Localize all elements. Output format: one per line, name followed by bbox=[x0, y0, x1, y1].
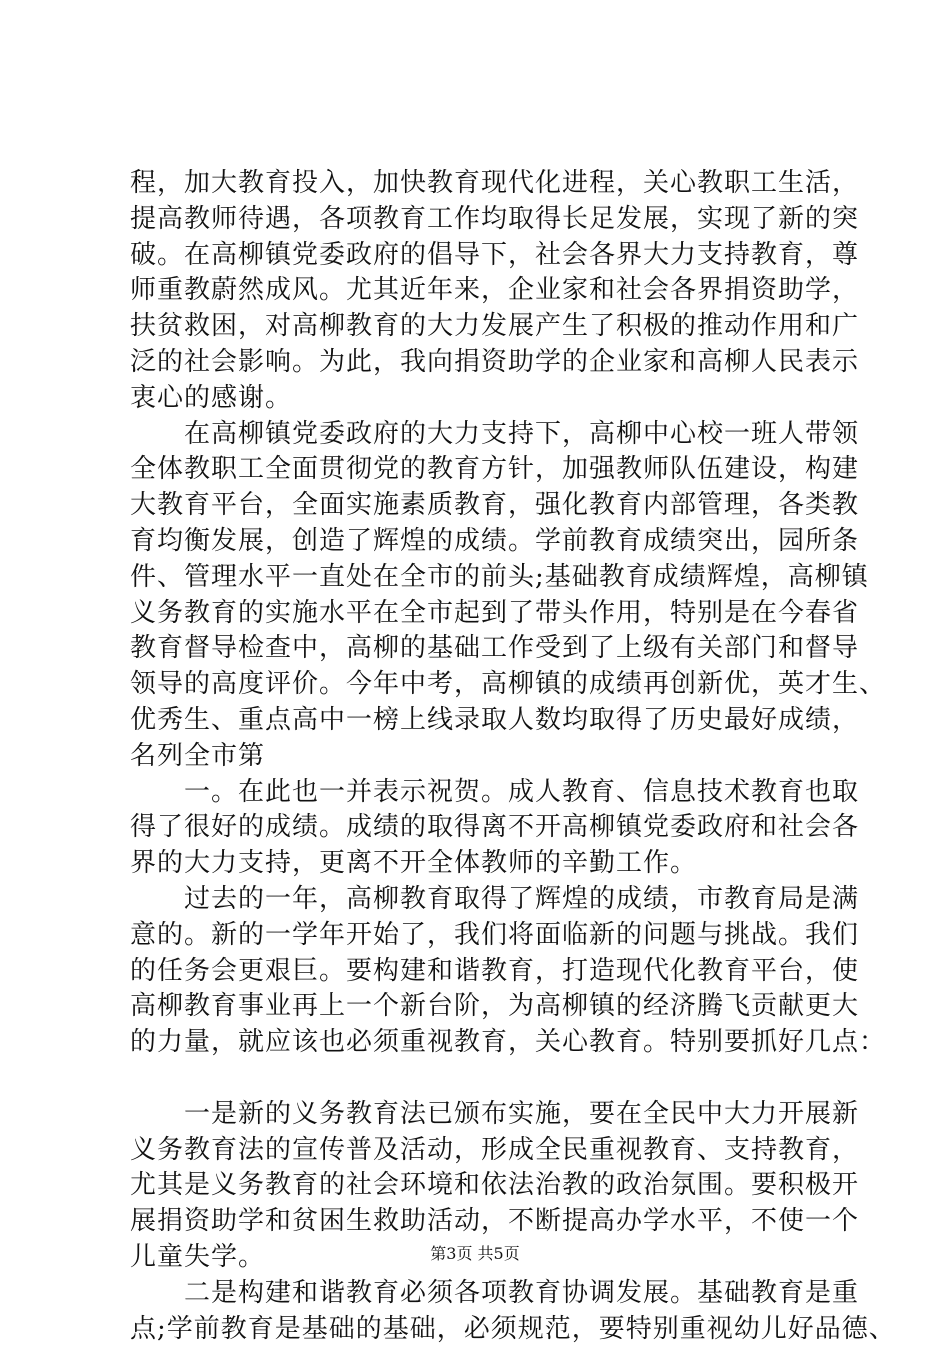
text-line: 一是新的义务教育法已颁布实施，要在全民中大力开展新 bbox=[130, 1097, 830, 1133]
text-line: 义务教育的实施水平在全市起到了带头作用，特别是在今春省 bbox=[130, 596, 830, 632]
text-line: 大教育平台，全面实施素质教育，强化教育内部管理，各类教 bbox=[130, 488, 830, 524]
text-line: 育均衡发展，创造了辉煌的成绩。学前教育成绩突出，园所条 bbox=[130, 524, 830, 560]
text-line: 泛的社会影响。为此，我向捐资助学的企业家和高柳人民表示 bbox=[130, 345, 830, 381]
text-line: 展捐资助学和贫困生救助活动，不断提高办学水平，不使一个 bbox=[130, 1204, 830, 1240]
text-line: 衷心的感谢。 bbox=[130, 381, 830, 417]
text-line: 儿童失学。 bbox=[130, 1240, 830, 1276]
text-line: 高柳教育事业再上一个新台阶，为高柳镇的经济腾飞贡献更大 bbox=[130, 989, 830, 1025]
body-text bbox=[130, 166, 830, 1347]
text-line: 优秀生、重点高中一榜上线录取人数均取得了历史最好成绩， bbox=[130, 703, 830, 739]
text-line: 尤其是义务教育的社会环境和依法治教的政治氛围。要积极开 bbox=[130, 1168, 830, 1204]
text-line: 名列全市第 bbox=[130, 739, 830, 775]
text-line: 得了很好的成绩。成绩的取得离不开高柳镇党委政府和社会各 bbox=[130, 810, 830, 846]
text-line: 教育督导检查中，高柳的基础工作受到了上级有关部门和督导 bbox=[130, 631, 830, 667]
text-line: 在高柳镇党委政府的大力支持下，高柳中心校一班人带领 bbox=[130, 417, 830, 453]
text-line: 点;学前教育是基础的基础，必须规范，要特别重视幼儿好品德、 bbox=[130, 1312, 830, 1347]
page-footer: 第3页 共5页 bbox=[0, 1242, 950, 1266]
text-line: 件、管理水平一直处在全市的前头;基础教育成绩辉煌，高柳镇 bbox=[130, 560, 830, 596]
text-line: 全体教职工全面贯彻党的教育方针，加强教师队伍建设，构建 bbox=[130, 452, 830, 488]
text-line: 一。在此也一并表示祝贺。成人教育、信息技术教育也取 bbox=[130, 775, 830, 811]
text-line: 界的大力支持，更离不开全体教师的辛勤工作。 bbox=[130, 846, 830, 882]
text-line: 师重教蔚然成风。尤其近年来，企业家和社会各界捐资助学， bbox=[130, 273, 830, 309]
text-line: 提高教师待遇，各项教育工作均取得长足发展，实现了新的突 bbox=[130, 202, 830, 238]
text-line: 二是构建和谐教育必须各项教育协调发展。基础教育是重 bbox=[130, 1276, 830, 1312]
text-line: 的力量，就应该也必须重视教育，关心教育。特别要抓好几点： bbox=[130, 1025, 830, 1061]
text-line: 扶贫救困，对高柳教育的大力发展产生了积极的推动作用和广 bbox=[130, 309, 830, 345]
text-line: 的任务会更艰巨。要构建和谐教育，打造现代化教育平台，使 bbox=[130, 954, 830, 990]
text-line: 领导的高度评价。今年中考，高柳镇的成绩再创新优，英才生、 bbox=[130, 667, 830, 703]
text-line: 义务教育法的宣传普及活动，形成全民重视教育、支持教育， bbox=[130, 1133, 830, 1169]
text-line: 意的。新的一学年开始了，我们将面临新的问题与挑战。我们 bbox=[130, 918, 830, 954]
blank-line bbox=[130, 1061, 830, 1097]
text-line: 程，加大教育投入，加快教育现代化进程，关心教职工生活， bbox=[130, 166, 830, 202]
text-line: 过去的一年，高柳教育取得了辉煌的成绩，市教育局是满 bbox=[130, 882, 830, 918]
text-line: 破。在高柳镇党委政府的倡导下，社会各界大力支持教育，尊 bbox=[130, 238, 830, 274]
